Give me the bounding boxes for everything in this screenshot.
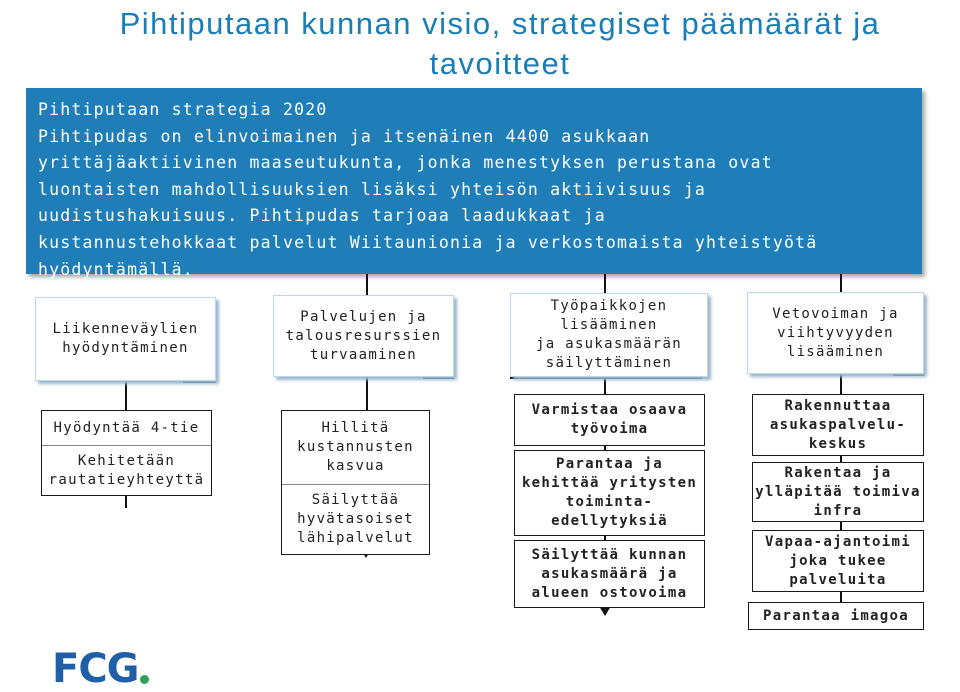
- goal-text: Työpaikkojen: [550, 298, 668, 314]
- goal-text: ja asukasmäärän: [536, 336, 682, 352]
- action-text: Parantaa ja: [555, 456, 664, 472]
- action-text: rautatieyhteyttä: [48, 472, 205, 488]
- action-text: infra: [813, 502, 863, 519]
- strategy-box: [26, 88, 922, 279]
- goal-text: talousresurssien: [285, 327, 442, 344]
- goal-text: lisääminen: [560, 317, 658, 333]
- action-text: asukaspalvelu-: [769, 416, 907, 433]
- strategy-text-line: kustannustehokkaat palvelut Wiitaunionia ja verkostomaista yhteistyötä: [38, 232, 818, 252]
- goal-text: Liikenneväylien: [52, 321, 199, 337]
- action-box-infra: [752, 462, 924, 522]
- strategy-text-line: Pihtipudas on elinvoimainen ja itsenäinen 4400 asukkaan: [38, 126, 651, 146]
- strategy-heading: Pihtiputaan strategia 2020: [38, 100, 328, 119]
- divider: [42, 445, 211, 446]
- action-text: hyvätasoiset: [297, 511, 414, 527]
- action-text: Hillitä: [321, 420, 390, 436]
- action-text: Säilyttää: [311, 492, 400, 508]
- divider: [423, 377, 454, 379]
- action-text: Varmistaa osaava: [531, 402, 688, 418]
- action-text: palveluita: [789, 571, 887, 588]
- action-box-business: [514, 450, 705, 536]
- goal-box-traffic: [35, 297, 216, 381]
- action-text: Parantaa imagoa: [763, 607, 909, 624]
- action-text: kehittää yritysten: [521, 475, 698, 491]
- goal-box-services: [273, 295, 454, 377]
- action-box-service-center: [752, 394, 924, 456]
- goal-text: turvaaminen: [309, 346, 418, 363]
- action-text: työvoima: [570, 421, 649, 437]
- page-title-line-1: Pihtiputaan kunnan visio, strategiset päämäärät ja: [119, 6, 881, 41]
- action-text: joka tukee: [789, 552, 887, 569]
- strategy-text-line: luontaisten mahdollisuuksien lisäksi yhteisön aktiivisuus ja: [38, 179, 707, 199]
- action-group-services: [281, 410, 430, 555]
- action-text: Kehitetään: [77, 453, 176, 469]
- action-box-leisure: [752, 530, 924, 592]
- action-box-population: [514, 540, 705, 608]
- goal-text: viihtyvyyden: [777, 324, 894, 341]
- action-text: keskus: [808, 435, 868, 452]
- action-text: alueen ostovoima: [531, 584, 688, 601]
- strategy-text-line: yrittäjäaktiivinen maaseutukunta, jonka menestyksen perustana ovat: [38, 153, 773, 173]
- goal-box-attractiveness: [747, 292, 924, 374]
- goal-text: Palvelujen ja: [300, 308, 427, 325]
- goal-text: lisääminen: [786, 343, 885, 360]
- goal-text: hyödyntäminen: [62, 340, 189, 356]
- action-text: asukasmäärä ja: [541, 565, 678, 582]
- action-text: Rakennuttaa: [784, 397, 892, 414]
- logo-dot-icon: [140, 675, 149, 684]
- goal-text: säilyttäminen: [545, 355, 673, 371]
- action-text: kasvua: [326, 458, 385, 474]
- action-text: Säilyttää kunnan: [531, 546, 688, 563]
- action-text: toiminta-: [565, 494, 654, 510]
- goal-text: Vetovoiman ja: [772, 305, 899, 322]
- fcg-logo: FCG: [52, 646, 139, 692]
- divider: [282, 484, 429, 485]
- divider: [510, 377, 702, 379]
- action-text: Vapaa-ajantoimi: [765, 533, 911, 550]
- action-text: edellytyksiä: [551, 513, 668, 529]
- divider: [893, 374, 924, 376]
- page-title: [65, 4, 935, 84]
- action-text: Rakentaa ja: [784, 464, 892, 481]
- strategy-text-line: hyödyntämällä.: [38, 259, 194, 279]
- action-group-traffic: [41, 410, 212, 496]
- strategy-text-line: uudistushakuisuus. Pihtipudas tarjoaa laadukkaat ja: [38, 206, 606, 226]
- goal-box-jobs: [510, 293, 708, 377]
- page-title-line-2: tavoitteet: [429, 46, 571, 81]
- action-text: ylläpitää toimiva: [755, 483, 921, 500]
- action-text: lähipalvelut: [297, 530, 414, 546]
- divider: [183, 381, 216, 383]
- action-text: kustannusten: [297, 439, 414, 455]
- action-box-workforce: [514, 394, 705, 446]
- action-text: Hyödyntää 4-tie: [53, 420, 200, 436]
- action-box-image: [748, 602, 924, 630]
